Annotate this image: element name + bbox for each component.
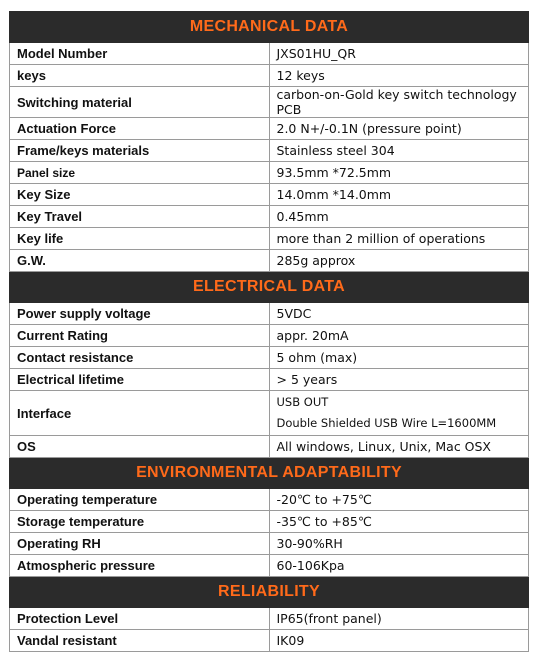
spec-key: G.W. [10, 250, 270, 272]
spec-key: Electrical lifetime [10, 369, 270, 391]
spec-value: 2.0 N+/-0.1N (pressure point) [269, 118, 529, 140]
spec-value: appr. 20mA [269, 325, 529, 347]
spec-value: > 5 years [269, 369, 529, 391]
spec-key: Atmospheric pressure [10, 555, 270, 577]
spec-row-frame-materials [10, 140, 529, 162]
spec-key: Frame/keys materials [10, 140, 270, 162]
spec-row-operating-rh [10, 533, 529, 555]
spec-row-os [10, 436, 529, 458]
spec-row-gw [10, 250, 529, 272]
spec-row-keys [10, 65, 529, 87]
spec-key: Current Rating [10, 325, 270, 347]
spec-value: IP65(front panel) [269, 608, 529, 630]
section-title: ENVIRONMENTAL ADAPTABILITY [10, 458, 529, 489]
section-title: MECHANICAL DATA [10, 12, 529, 43]
spec-value: All windows, Linux, Unix, Mac OSX [269, 436, 529, 458]
spec-row-atmospheric-pressure [10, 555, 529, 577]
spec-key: Contact resistance [10, 347, 270, 369]
section-header-environmental [10, 458, 529, 489]
spec-value: 30-90%RH [269, 533, 529, 555]
spec-row-key-life [10, 228, 529, 250]
spec-key: Actuation Force [10, 118, 270, 140]
spec-value: 14.0mm *14.0mm [269, 184, 529, 206]
spec-row-switching-material [10, 87, 529, 118]
spec-key: Operating RH [10, 533, 270, 555]
spec-row-storage-temperature [10, 511, 529, 533]
spec-table [9, 11, 529, 652]
spec-key: Key Size [10, 184, 270, 206]
spec-row-contact-resistance [10, 347, 529, 369]
spec-key: Power supply voltage [10, 303, 270, 325]
spec-value: -20℃ to +75℃ [269, 489, 529, 511]
spec-key: Operating temperature [10, 489, 270, 511]
spec-value [269, 391, 529, 436]
spec-value-line: USB OUT [276, 395, 329, 409]
spec-value: 285g approx [269, 250, 529, 272]
spec-row-electrical-lifetime [10, 369, 529, 391]
spec-row-panel-size [10, 162, 529, 184]
spec-value: carbon-on-Gold key switch technology PCB [269, 87, 529, 118]
spec-value: JXS01HU_QR [269, 43, 529, 65]
spec-key: Switching material [10, 87, 270, 118]
spec-sheet [9, 11, 529, 652]
spec-key: Protection Level [10, 608, 270, 630]
spec-key: keys [10, 65, 270, 87]
spec-row-interface [10, 391, 529, 436]
spec-value: more than 2 million of operations [269, 228, 529, 250]
spec-row-operating-temperature [10, 489, 529, 511]
spec-row-actuation-force [10, 118, 529, 140]
spec-row-key-size [10, 184, 529, 206]
spec-value: IK09 [269, 630, 529, 652]
spec-value: -35℃ to +85℃ [269, 511, 529, 533]
section-header-reliability [10, 577, 529, 608]
spec-row-key-travel [10, 206, 529, 228]
spec-key: Panel size [10, 162, 270, 184]
spec-row-vandal-resistant [10, 630, 529, 652]
spec-value: 12 keys [269, 65, 529, 87]
spec-value: 60-106Kpa [269, 555, 529, 577]
spec-key: Vandal resistant [10, 630, 270, 652]
spec-key: Key life [10, 228, 270, 250]
spec-value: 5 ohm (max) [269, 347, 529, 369]
spec-key: Model Number [10, 43, 270, 65]
spec-value: 0.45mm [269, 206, 529, 228]
spec-value: 93.5mm *72.5mm [269, 162, 529, 184]
spec-key: Storage temperature [10, 511, 270, 533]
spec-row-model-number [10, 43, 529, 65]
section-header-electrical [10, 272, 529, 303]
spec-key: Interface [10, 391, 270, 436]
spec-row-current-rating [10, 325, 529, 347]
spec-key: OS [10, 436, 270, 458]
spec-value: 5VDC [269, 303, 529, 325]
spec-key: Key Travel [10, 206, 270, 228]
spec-value: Stainless steel 304 [269, 140, 529, 162]
spec-value-line: Double Shielded USB Wire L=1600MM [276, 416, 497, 430]
spec-row-protection-level [10, 608, 529, 630]
section-header-mechanical [10, 12, 529, 43]
section-title: RELIABILITY [10, 577, 529, 608]
section-title: ELECTRICAL DATA [10, 272, 529, 303]
spec-row-power-supply [10, 303, 529, 325]
